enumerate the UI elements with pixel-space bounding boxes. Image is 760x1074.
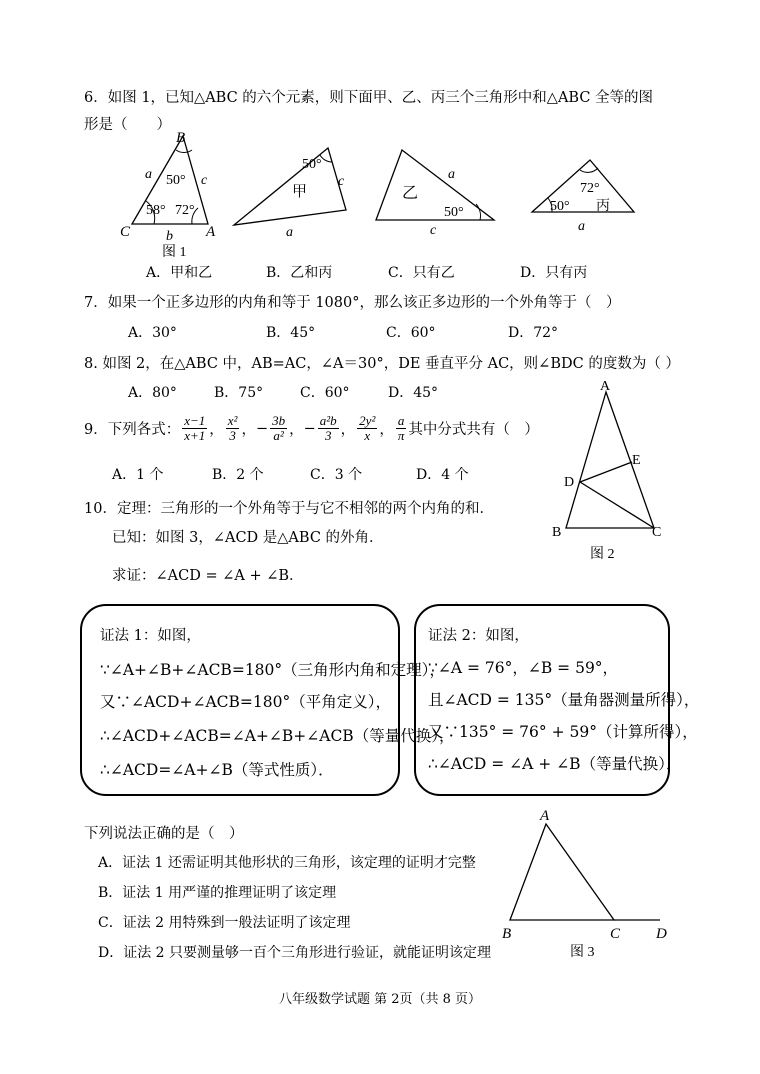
- q9-fraction-1: $\frac{x-1}{x+1}$: [184, 413, 206, 443]
- q6-option-c[interactable]: C．只有乙: [388, 265, 455, 281]
- q7-option-c[interactable]: C．60°: [386, 325, 436, 341]
- q7-option-b[interactable]: B．45°: [266, 325, 316, 341]
- q8-stem: 8. 如图 2，在△ABC 中，AB=AC，∠A＝30°，DE 垂直平分 AC，则∠BDC 的度数为（ ）: [84, 356, 680, 372]
- fig2-caption: 图 2: [590, 547, 615, 562]
- jia-side-c: c: [338, 174, 345, 189]
- q7-option-d[interactable]: D．72°: [508, 325, 559, 341]
- proof-2-line-2: ∵∠A = 76°，∠B = 59°，: [428, 659, 619, 677]
- q10-option-b[interactable]: B．证法 1 用严谨的推理证明了该定理: [98, 885, 337, 901]
- q10-question: 下列说法正确的是（ ）: [84, 826, 244, 842]
- q10-option-a[interactable]: A．证法 1 还需证明其他形状的三角形，该定理的证明才完整: [98, 855, 476, 871]
- fig1-angle-B: 50°: [166, 173, 186, 188]
- fig1-label-C: C: [120, 224, 131, 240]
- proof-1-line-3: 又∵∠ACD+∠ACB=180°（平角定义），: [100, 693, 391, 711]
- q9-fraction-2: $\frac{\text{x²}}{3}$: [227, 413, 238, 443]
- fig3-label-B: B: [502, 926, 512, 942]
- q9-suffix: 其中分式共有（ ）: [408, 422, 539, 438]
- fig2-label-A: A: [600, 379, 611, 394]
- yi-side-c: c: [430, 223, 437, 238]
- fig2-label-C: C: [652, 525, 662, 540]
- proof-2-line-4: 又∵135° = 76° + 59°（计算所得），: [428, 723, 698, 741]
- fig1-angle-C: 58°: [146, 203, 166, 218]
- q9-option-a[interactable]: A．1 个: [112, 467, 164, 483]
- fig1-angle-A: 72°: [175, 203, 195, 218]
- q6-stem-line1: 6．如图 1，已知△ABC 的六个元素，则下面甲、乙、丙三个三角形中和△ABC 全等的图: [84, 90, 654, 106]
- q10-theorem: 10．定理：三角形的一个外角等于与它不相邻的两个内角的和．: [84, 501, 494, 517]
- fig1-side-c: c: [201, 173, 208, 188]
- jia-side-a: a: [286, 225, 293, 240]
- fig1-side-b: b: [166, 229, 173, 244]
- fig2-label-D: D: [564, 475, 575, 490]
- fig1-side-a: a: [145, 167, 152, 182]
- q7-option-a[interactable]: A．30°: [128, 325, 177, 341]
- fig1-label-A: A: [206, 224, 216, 240]
- fig2-label-E: E: [632, 453, 641, 468]
- fig2-label-B: B: [552, 525, 562, 540]
- proof-2-line-1: 证法 2：如图，: [428, 628, 529, 644]
- q6-option-a[interactable]: A．甲和乙: [146, 265, 213, 281]
- fig3-caption: 图 3: [570, 945, 595, 960]
- fig3-label-D: D: [656, 926, 667, 942]
- fig1-label-B: B: [176, 130, 186, 146]
- proof-1-line-2: ∵∠A+∠B+∠ACB=180°（三角形内角和定理），: [100, 661, 445, 679]
- proof-2-box: [414, 604, 700, 796]
- q6-stem-line2: 形是（ ）: [84, 117, 171, 133]
- q8-option-a[interactable]: A．80°: [128, 385, 177, 401]
- fig3-label-A: A: [540, 808, 550, 824]
- q9-prefix: 9．下列各式：: [84, 422, 181, 438]
- q9-fraction-4: $\frac{\text{a²b}}{3}$: [319, 413, 337, 443]
- triangle-bing: [528, 150, 638, 236]
- bing-name: 丙: [596, 199, 610, 214]
- figure-2: [548, 378, 678, 566]
- q10-option-d[interactable]: D．证法 2 只要测量够一百个三角形进行验证，就能证明该定理: [98, 945, 492, 961]
- q10-given: 已知：如图 3，∠ACD 是△ABC 的外角．: [112, 530, 384, 546]
- figure-3: [496, 804, 686, 964]
- q7-stem: 7．如果一个正多边形的内角和等于 1080°，那么该正多边形的一个外角等于（ ）: [84, 295, 621, 311]
- q8-option-d[interactable]: D．45°: [388, 385, 439, 401]
- proof-1-box: [80, 604, 455, 796]
- q9-fraction-6: $\frac{a}{\pi}$: [397, 413, 405, 443]
- figure-1: [118, 128, 228, 258]
- bing-angle-2: 50°: [550, 199, 570, 214]
- q10-option-c[interactable]: C．证法 2 用特殊到一般法证明了该定理: [98, 915, 351, 931]
- q9-option-d[interactable]: D．4 个: [416, 467, 469, 483]
- q9-stem: 9．下列各式： $\frac{x-1}{x+1}$ ， $\frac{\text{x²}}{3}$ ， − $\frac{3b}{\text{a²}}$ ， − $\frac{\text{a²b}}{3}$ ， $\frac{\text{2y²}}{x}$ ， $\frac{a}{\pi}$ 其中分式共有（ ）: [84, 413, 539, 443]
- q6-option-b[interactable]: B．乙和丙: [266, 265, 333, 281]
- proof-1-line-1: 证法 1：如图，: [100, 628, 201, 644]
- proof-1-line-5: ∴∠ACD=∠A+∠B（等式性质）．: [100, 761, 334, 779]
- jia-name: 甲: [292, 184, 308, 200]
- q10-prove: 求证：∠ACD = ∠A + ∠B．: [112, 568, 304, 584]
- q9-fraction-3: $\frac{3b}{\text{a²}}$: [272, 413, 286, 443]
- fig3-label-C: C: [610, 926, 621, 942]
- triangle-yi: [368, 140, 502, 240]
- q9-option-c[interactable]: C．3 个: [310, 467, 363, 483]
- yi-name: 乙: [402, 185, 419, 202]
- page-footer: 八年级数学试题 第 2页（共 8 页）: [278, 992, 482, 1007]
- proof-1-line-4: ∴∠ACD+∠ACB=∠A+∠B+∠ACB（等量代换），: [100, 727, 455, 745]
- proof-2-line-3: 且∠ACD = 135°（量角器测量所得），: [428, 691, 700, 709]
- bing-angle-1: 72°: [580, 181, 600, 196]
- q8-option-c[interactable]: C．60°: [300, 385, 350, 401]
- bing-side-a: a: [578, 219, 585, 234]
- q9-option-b[interactable]: B．2 个: [212, 467, 264, 483]
- triangle-jia: [228, 140, 356, 240]
- proof-2-line-5: ∴∠ACD = ∠A + ∠B（等量代换）．: [428, 755, 682, 773]
- q8-option-b[interactable]: B．75°: [214, 385, 264, 401]
- jia-angle: 50°: [302, 157, 322, 172]
- q9-fraction-5: $\frac{\text{2y²}}{x}$: [359, 413, 376, 443]
- yi-angle: 50°: [444, 205, 464, 220]
- fig1-caption: 图 1: [162, 245, 187, 258]
- yi-side-a: a: [448, 167, 455, 182]
- q6-option-d[interactable]: D．只有丙: [520, 265, 588, 281]
